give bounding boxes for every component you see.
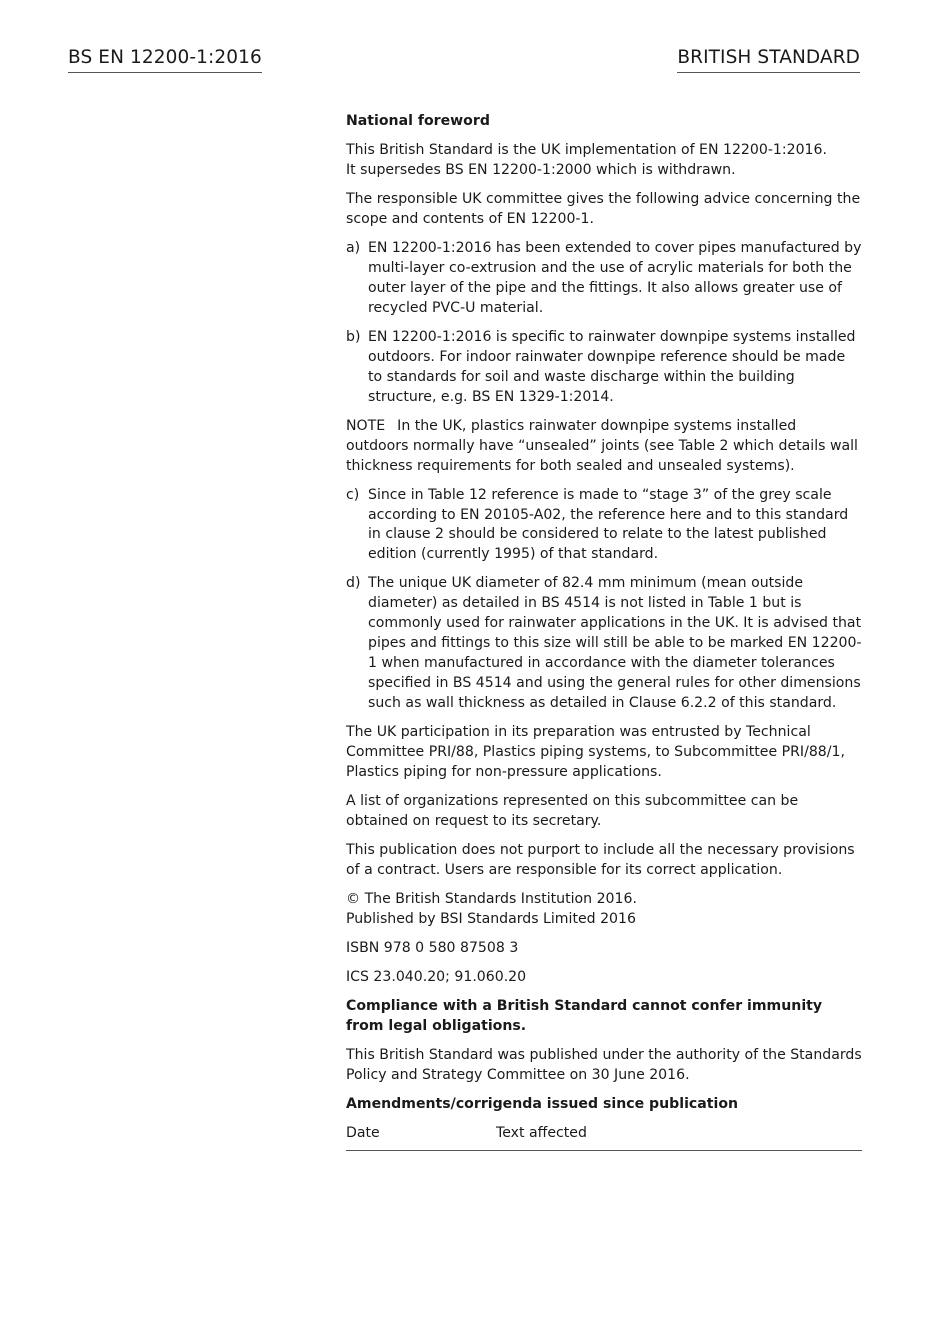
list-item — [346, 328, 862, 408]
list-item — [346, 239, 862, 319]
list-item — [346, 486, 862, 566]
participation-paragraph: The UK participation in its preparation was entrusted by Technical Committee PRI/88, Plastics piping systems, to Subcommittee PRI/88/1, Plastics piping for non-pressure applications. — [346, 723, 845, 780]
advice-paragraph: The responsible UK committee gives the following advice concerning the scope and contents of EN 12200-1. — [346, 191, 861, 227]
document-id: BS EN 12200-1:2016 — [68, 46, 262, 73]
copyright-line: © The British Standards Institution 2016. — [346, 890, 637, 907]
copyright-paragraph — [346, 890, 862, 930]
list-text: EN 12200-1:2016 is specific to rainwater downpipe systems installed outdoors. For indoor rainwater downpipe reference should be made to standards for soil and waste discharge within the building structure, e.g. BS EN 1329-1:2014. — [368, 328, 856, 405]
list-text: The unique UK diameter of 82.4 mm minimum (mean outside diameter) as detailed in BS 4514 is not listed in Table 1 but is commonly used for rainwater applications in the UK. It is advised that pipes and fittings to this size will still be able to be marked EN 12200-1 when manufactured in accordance with the diameter tolerances specified in BS 4514 and using the general rules for other dimensions such as wall thickness as detailed in Clause 6.2.2 of this standard. — [368, 575, 862, 711]
amendments-column-date: Date — [346, 1125, 380, 1142]
intro-line-1: This British Standard is the UK implementation of EN 12200-1:2016. — [346, 142, 827, 159]
foreword-title: National foreword — [346, 113, 490, 129]
list-item — [346, 574, 862, 713]
series-label: BRITISH STANDARD — [677, 46, 860, 73]
intro-paragraph — [346, 141, 862, 181]
list-text: Since in Table 12 reference is made to “stage 3” of the grey scale according to EN 20105-A02, the reference here and to this standard in clause 2 should be considered to relate to the latest published edition (currently 1995) of that standard. — [368, 486, 849, 563]
intro-line-2: It supersedes BS EN 12200-1:2000 which is withdrawn. — [346, 162, 736, 178]
authority-paragraph: This British Standard was published under the authority of the Standards Policy and Strategy Committee on 30 June 2016. — [346, 1047, 862, 1083]
provisions-paragraph: This publication does not purport to include all the necessary provisions of a contract. Users are responsible for its correct application. — [346, 841, 855, 878]
list-marker: d) — [346, 575, 361, 592]
amendments-table-header — [346, 1124, 862, 1151]
list-marker: b) — [346, 328, 361, 345]
ics: ICS 23.040.20; 91.060.20 — [346, 968, 527, 985]
list-marker: c) — [346, 486, 360, 503]
amendments-column-text-affected: Text affected — [496, 1125, 587, 1142]
note-text: In the UK, plastics rainwater downpipe systems installed outdoors normally have “unsealed” joints (see Table 2 which details wall thickness requirements for both sealed and unsealed systems). — [346, 417, 858, 474]
isbn: ISBN 978 0 580 87508 3 — [346, 939, 519, 956]
compliance-statement: Compliance with a British Standard cannot confer immunity from legal obligations. — [346, 998, 823, 1034]
organizations-paragraph: A list of organizations represented on this subcommittee can be obtained on request to its secretary. — [346, 792, 799, 829]
foreword-column — [346, 112, 862, 1151]
list-marker: a) — [346, 240, 361, 257]
note-label: NOTE — [346, 417, 386, 434]
amendments-title: Amendments/corrigenda issued since publication — [346, 1096, 739, 1113]
list-text: EN 12200-1:2016 has been extended to cover pipes manufactured by multi-layer co-extrusion and the use of acrylic materials for both the outer layer of the pipe and the fittings. It also allows greater use of recycled PVC-U material. — [368, 240, 862, 316]
publisher-line: Published by BSI Standards Limited 2016 — [346, 910, 636, 927]
note-paragraph — [346, 417, 862, 477]
